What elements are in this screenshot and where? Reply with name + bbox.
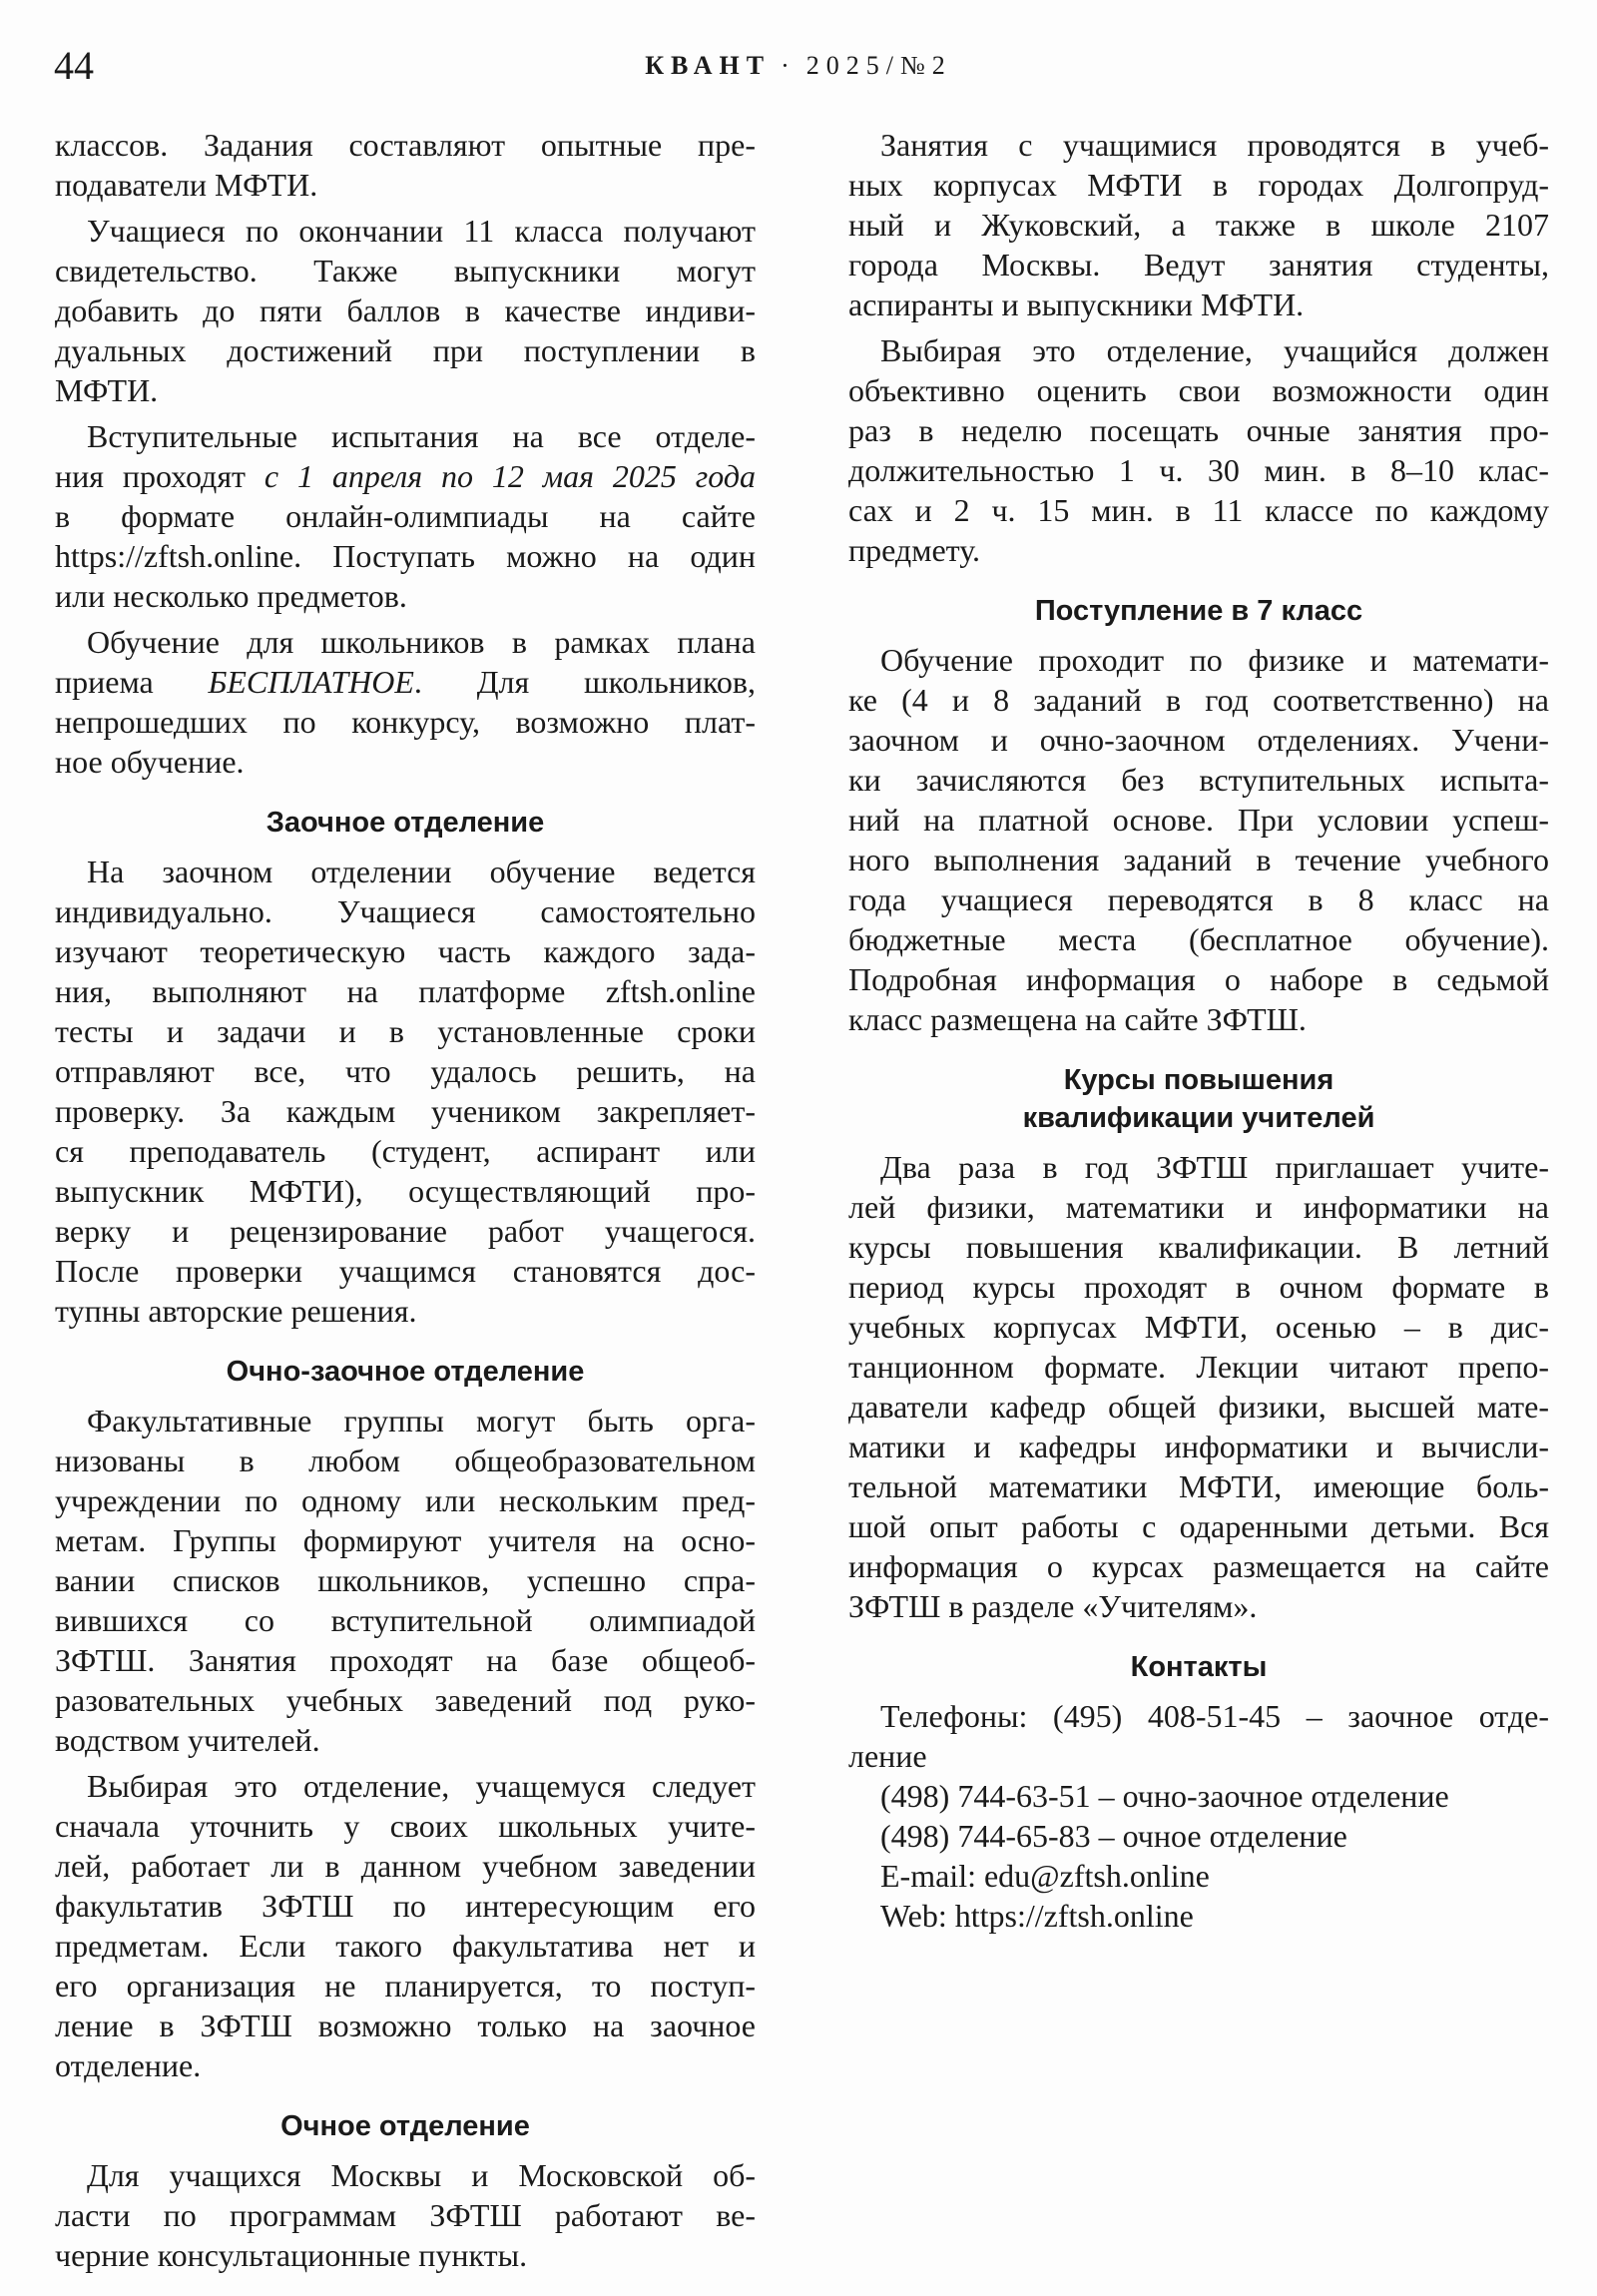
text-line: Занятия с учащимися проводятся в учеб- [880,127,1549,163]
text-line [55,456,756,496]
heading-line: Очное отделение [280,2110,530,2142]
text-line: выпускник МФТИ), осуществляющий про- [55,1173,756,1209]
text-line: вившихся со вступительной олимпиадой [55,1602,756,1638]
paragraph [55,2155,756,2275]
text-line: проверку. За каждым учеником закрепляет- [55,1093,756,1129]
page-number: 44 [54,43,94,88]
text-line: ке (4 и 8 заданий в год соответственно) на [848,682,1549,718]
text-line: предметам. Если такого факультатива нет и [55,1928,756,1964]
text-line: матики и кафедры информатики и вычисли- [848,1429,1549,1464]
text-line: Два раза в год ЗФТШ приглашает учите- [880,1149,1549,1185]
text-line: https://zftsh.online. Поступать можно на один [55,538,756,574]
text-line: подаватели МФТИ. [55,167,318,203]
text-line: его организация не планируется, то поступ- [55,1968,756,2004]
text-line: отправляют все, что удалось решить, на [55,1053,756,1089]
text-line: или несколько предметов. [55,578,407,614]
paragraph [55,1766,756,2085]
right-column [848,125,1549,1936]
contacts-block [848,1696,1549,1936]
paragraph [848,1147,1549,1626]
text-line: (498) 744-63-51 – очно-заочное отделение [880,1778,1449,1814]
text-line: Web: https://zftsh.online [880,1898,1194,1934]
text-line: учебных корпусах МФТИ, осенью – в дис- [848,1309,1549,1345]
text-line [55,662,756,702]
text-line: тупны авторские решения. [55,1293,417,1329]
text-line: Выбирая это отделение, учащийся должен [880,332,1549,368]
text-line: ЗФТШ в разделе «Учителям». [848,1588,1258,1624]
text-line: E-mail: edu@zftsh.online [880,1858,1210,1894]
paragraph [848,640,1549,1039]
italic-text: БЕСПЛАТНОЕ [208,664,414,700]
text-line: бюджетные места (бесплатное обучение). [848,921,1549,957]
text-line: ного выполнения заданий в течение учебного [848,842,1549,877]
text-line: в формате онлайн-олимпиады на сайте [55,498,756,534]
text-line: дуальных достижений при поступлении в [55,332,756,368]
text-line: (498) 744-65-83 – очное отделение [880,1818,1347,1854]
text-line: предмету. [848,532,980,568]
text-line: Для учащихся Москвы и Московской об- [87,2157,756,2193]
text-line: На заочном отделении обучение ведется [87,854,756,889]
text-line: Вступительные испытания на все отделе- [87,418,756,454]
text-line: классов. Задания составляют опытные пре- [55,127,756,163]
section-heading [55,1353,756,1391]
paragraph [55,622,756,782]
text-line: изучают теоретическую часть каждого зада- [55,933,756,969]
text-line: сах и 2 ч. 15 мин. в 11 классе по каждому [848,492,1549,528]
text-line: период курсы проходят в очном формате в [848,1269,1549,1305]
paragraph [55,125,756,205]
text-line: ных корпусах МФТИ в городах Долгопруд- [848,167,1549,203]
text-line: Обучение для школьников в рамках плана [87,624,756,660]
text-line: черние консультационные пункты. [55,2237,528,2273]
heading-line: квалификации учителей [1022,1102,1375,1134]
text-line: ласти по программам ЗФТШ работают ве- [55,2197,756,2233]
text-span: приема [55,664,209,700]
paragraph [848,125,1549,324]
text-line: объективно оценить свои возможности один [848,372,1549,408]
paragraph [55,211,756,410]
text-line: низованы в любом общеобразовательном [55,1442,756,1478]
text-line: Подробная информация о наборе в седьмой [848,961,1549,997]
text-line: Обучение проходит по физике и математи- [880,642,1549,678]
issue-number: 2025/№2 [805,51,952,80]
text-line: даватели кафедр общей физики, высшей мате- [848,1389,1549,1425]
paragraph [55,1401,756,1760]
section-heading [848,1648,1549,1686]
text-line: курсы повышения квалификации. В летний [848,1229,1549,1265]
text-line: ния, выполняют на платформе zftsh.online [55,973,756,1009]
text-line: ление [848,1738,927,1774]
text-line: информация о курсах размещается на сайте [848,1548,1549,1584]
text-line: факультатив ЗФТШ по интересующим его [55,1888,756,1924]
paragraph [55,852,756,1331]
text-line: непрошедших по конкурсу, возможно плат- [55,704,756,740]
paragraph [848,330,1549,570]
heading-line: Контакты [1130,1651,1268,1683]
text-line: должительностью 1 ч. 30 мин. в 8–10 клас- [848,452,1549,488]
text-line: Учащиеся по окончании 11 класса получают [87,213,756,249]
text-line: МФТИ. [55,372,159,408]
text-line: лей, работает ли в данном учебном заведении [55,1848,756,1884]
text-line: ление в ЗФТШ возможно только на заочное [55,2008,756,2043]
text-line: ки зачисляются без вступительных испыта- [848,762,1549,798]
heading-line: Заочное отделение [266,807,545,839]
text-line: разовательных учебных заведений под руко- [55,1682,756,1718]
text-line: тесты и задачи и в установленные сроки [55,1013,756,1049]
paragraph [55,416,756,616]
text-line: метам. Группы формируют учителя на осно- [55,1522,756,1558]
text-line: шой опыт работы с одаренными детьми. Вся [848,1508,1549,1544]
running-header [0,46,1597,86]
text-line: индивидуально. Учащиеся самостоятельно [55,893,756,929]
heading-line: Поступление в 7 класс [1034,595,1363,627]
section-heading [55,2107,756,2145]
section-heading [848,1061,1549,1137]
text-line: ное обучение. [55,744,245,780]
text-line: ний на платной основе. При условии успеш- [848,802,1549,838]
text-line: верку и рецензирование работ учащегося. [55,1213,756,1249]
italic-text: с 1 апреля по 12 мая 2025 года [264,458,756,494]
text-line: города Москвы. Ведут занятия студенты, [848,247,1549,283]
text-line: Факультативные группы могут быть орга- [87,1403,756,1438]
text-line: После проверки учащимся становятся дос- [55,1253,756,1289]
text-line: вании списков школьников, успешно спра- [55,1562,756,1598]
heading-line: Курсы повышения [1063,1064,1334,1096]
text-line: заочном и очно-заочном отделениях. Учени- [848,722,1549,758]
text-line: добавить до пяти баллов в качестве индиви- [55,292,756,328]
text-line: ный и Жуковский, а также в школе 2107 [848,207,1549,243]
text-line: Выбирая это отделение, учащемуся следует [87,1768,756,1804]
text-line: тельной математики МФТИ, имеющие боль- [848,1468,1549,1504]
magazine-title: КВАНТ [645,51,772,80]
text-span: . Для школьников, [413,664,757,700]
heading-line: Очно-заочное отделение [226,1356,585,1388]
text-line: свидетельство. Также выпускники могут [55,253,756,288]
text-line: лей физики, математики и информатики на [848,1189,1549,1225]
text-line: раз в неделю посещать очные занятия про- [848,412,1549,448]
text-line: года учащиеся переводятся в 8 класс на [848,881,1549,917]
header-separator: · [781,51,797,80]
text-line: сначала уточнить у своих школьных учите- [55,1808,756,1844]
text-line: танционном формате. Лекции читают препо- [848,1349,1549,1385]
left-column [55,125,756,2275]
section-heading [55,804,756,842]
text-line: класс размещена на сайте ЗФТШ. [848,1001,1307,1037]
text-line: аспиранты и выпускники МФТИ. [848,287,1305,322]
text-line: Телефоны: (495) 408-51-45 – заочное отде- [880,1698,1549,1734]
text-line: отделение. [55,2047,202,2083]
text-line: ся преподаватель (студент, аспирант или [55,1133,756,1169]
text-line: ЗФТШ. Занятия проходят на базе общеоб- [55,1642,756,1678]
text-line: учреждении по одному или нескольким пред- [55,1482,756,1518]
section-heading [848,592,1549,630]
text-span: ния проходят [55,458,265,494]
text-line: водством учителей. [55,1722,320,1758]
